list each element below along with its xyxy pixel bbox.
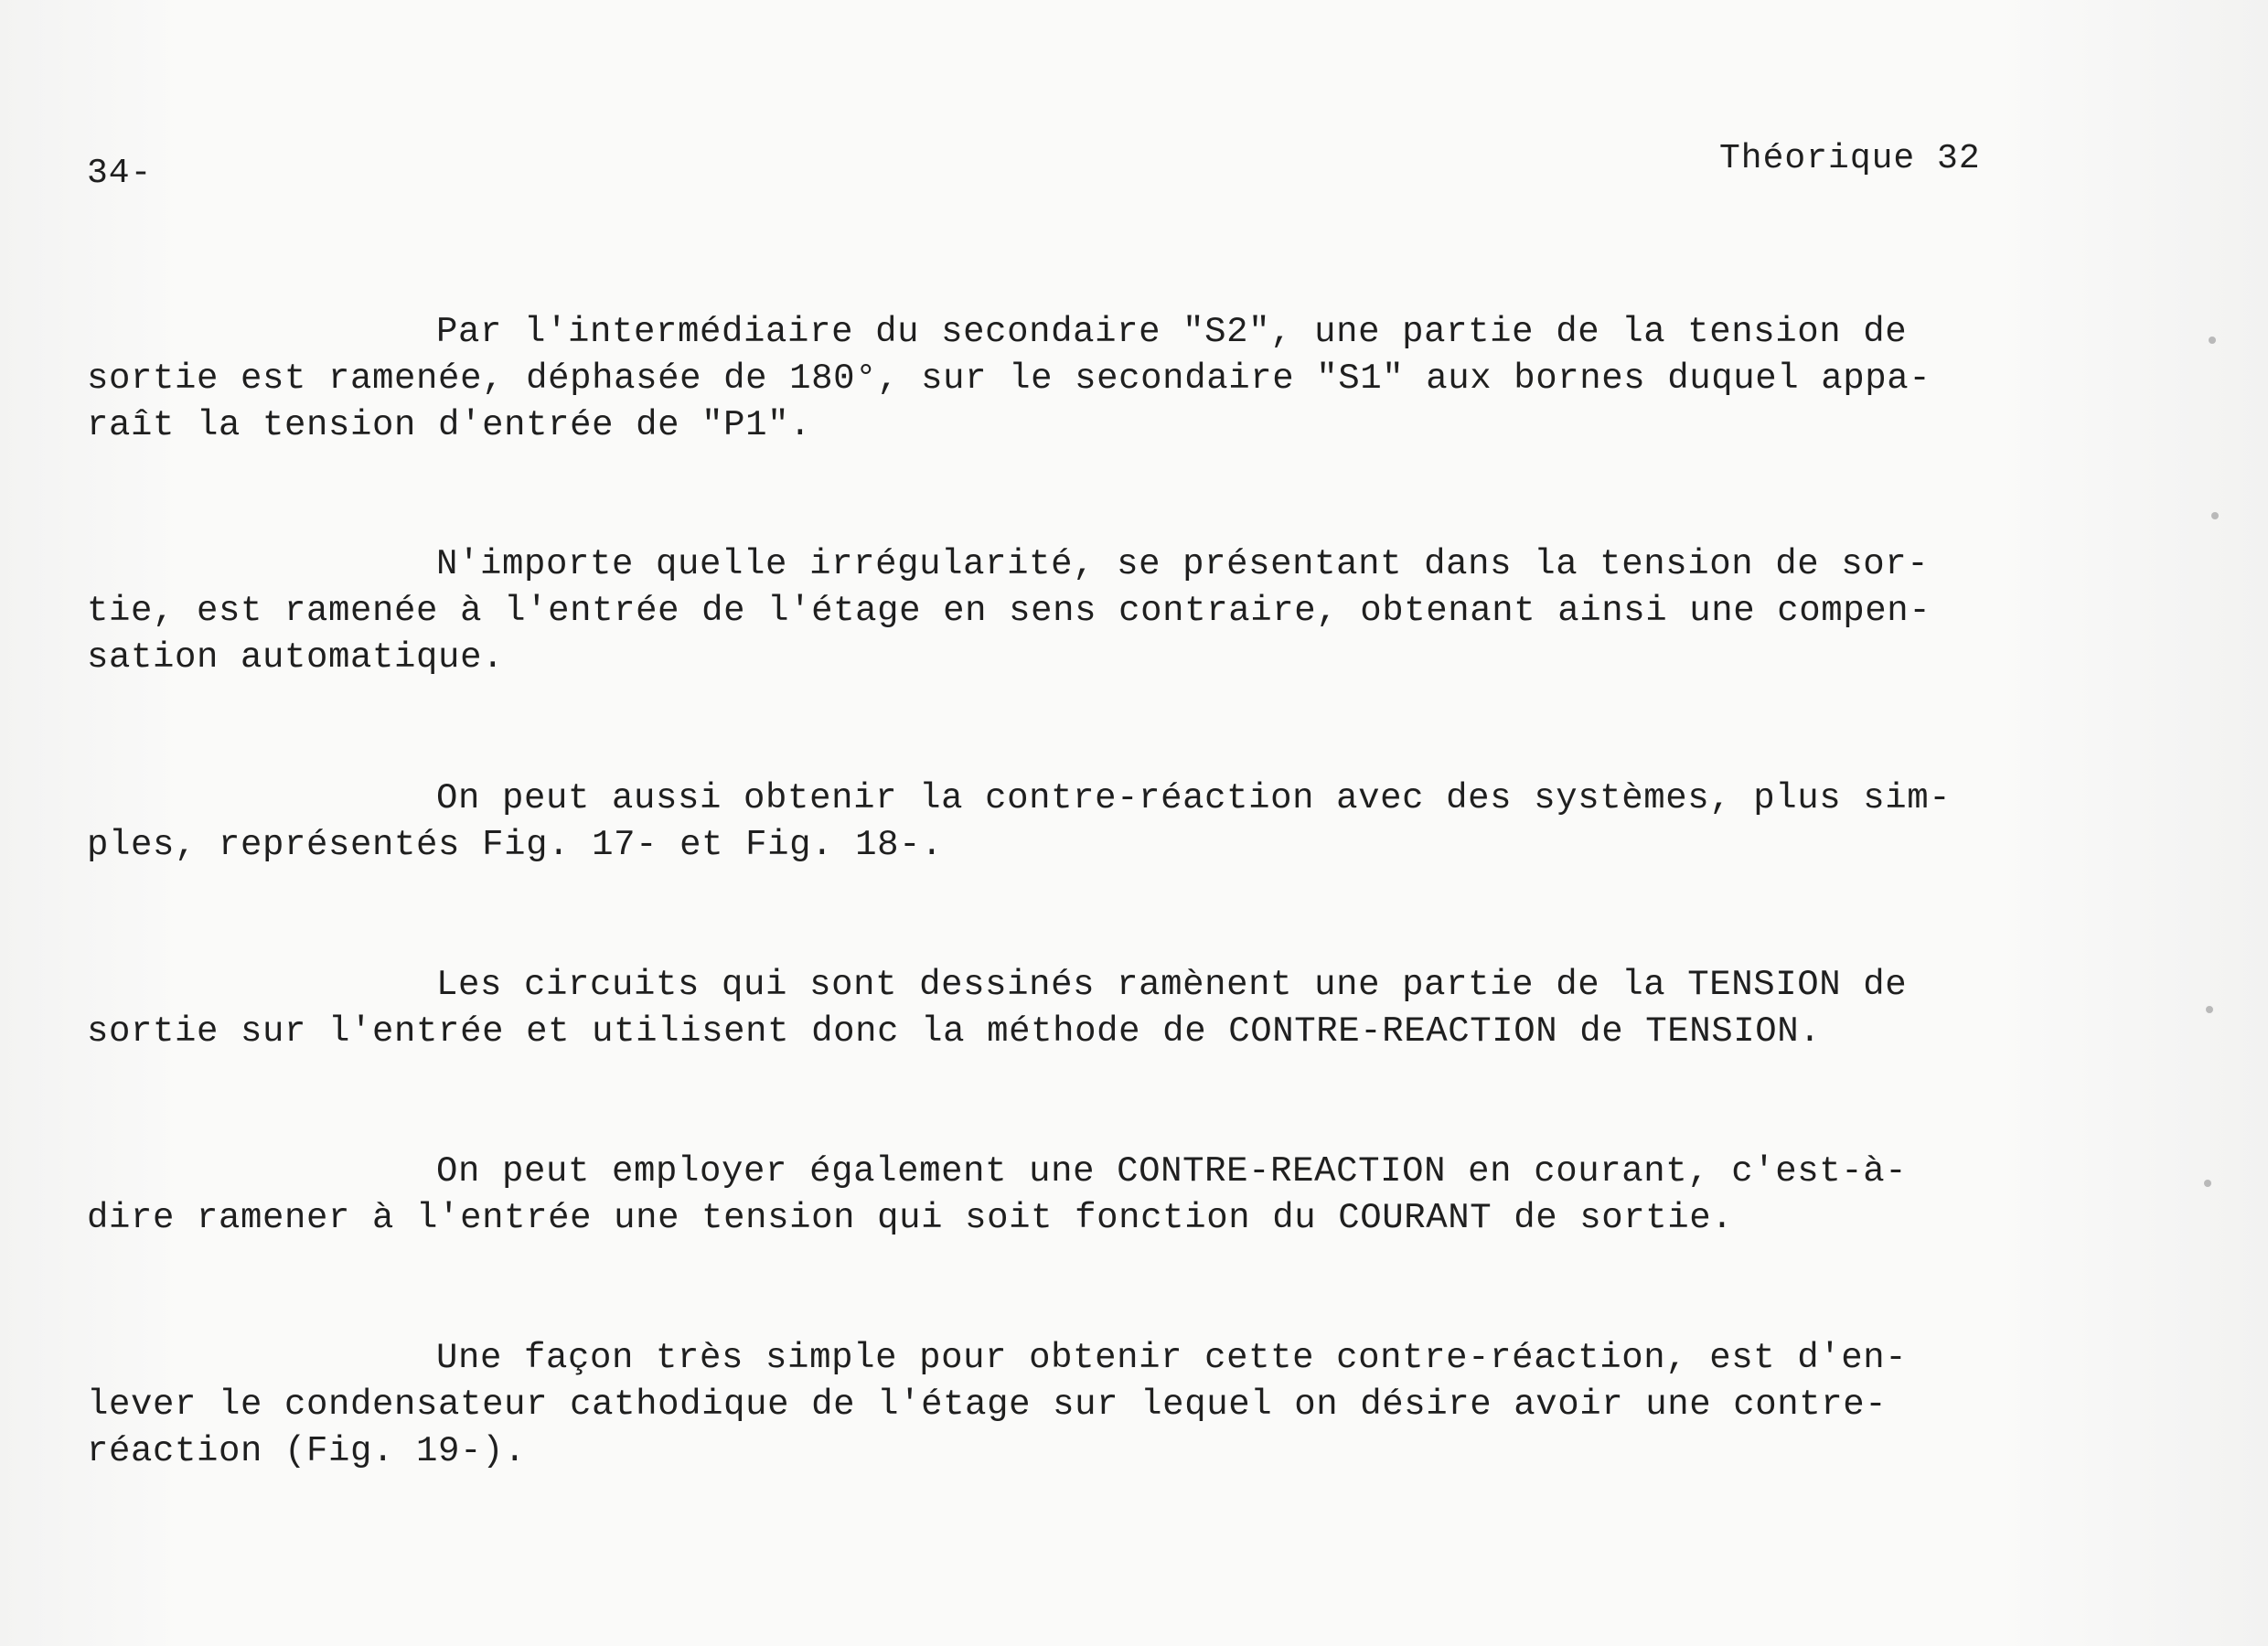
text-line: réaction (Fig. 19-). <box>87 1431 527 1471</box>
text-line: Les circuits qui sont dessinés ramènent une partie de la TENSION de <box>436 965 1908 1005</box>
section-title: Théorique 32 <box>1719 139 1981 178</box>
text-line: raît la tension d'entrée de "P1". <box>87 405 812 445</box>
scan-speck <box>2206 1006 2213 1013</box>
text-line: tie, est ramenée à l'entrée de l'étage en sens contraire, obtenant ainsi une compen- <box>87 591 1931 631</box>
text-line: On peut employer également une CONTRE-REACTION en courant, c'est-à- <box>436 1151 1908 1192</box>
text-line: dire ramener à l'entrée une tension qui soit fonction du COURANT de sortie. <box>87 1198 1734 1238</box>
paragraph <box>87 962 2026 1055</box>
text-line: sation automatique. <box>87 637 505 678</box>
paragraph <box>87 1149 2026 1242</box>
text-line: ples, représentés Fig. 17- et Fig. 18-. <box>87 825 944 865</box>
scan-speck <box>2204 1180 2211 1187</box>
paragraph <box>87 309 2026 449</box>
text-line: On peut aussi obtenir la contre-réaction avec des systèmes, plus sim- <box>436 778 1952 818</box>
text-line: Une façon très simple pour obtenir cette contre-réaction, est d'en- <box>436 1338 1908 1378</box>
text-line: sortie est ramenée, déphasée de 180°, sur le secondaire "S1" aux bornes duquel appa- <box>87 358 1931 399</box>
scan-speck <box>2209 337 2216 344</box>
paragraph <box>87 1335 2026 1475</box>
text-line: Par l'intermédiaire du secondaire "S2", une partie de la tension de <box>436 312 1908 352</box>
paragraph <box>87 775 2026 869</box>
text-line: sortie sur l'entrée et utilisent donc la méthode de CONTRE-REACTION de TENSION. <box>87 1011 1822 1052</box>
paragraph <box>87 541 2026 681</box>
text-line: lever le condensateur cathodique de l'étage sur lequel on désire avoir une contre- <box>87 1384 1888 1425</box>
scan-speck <box>2211 512 2219 519</box>
text-line: N'importe quelle irrégularité, se présentant dans la tension de sor- <box>436 544 1930 584</box>
page-number: 34- <box>87 154 153 193</box>
